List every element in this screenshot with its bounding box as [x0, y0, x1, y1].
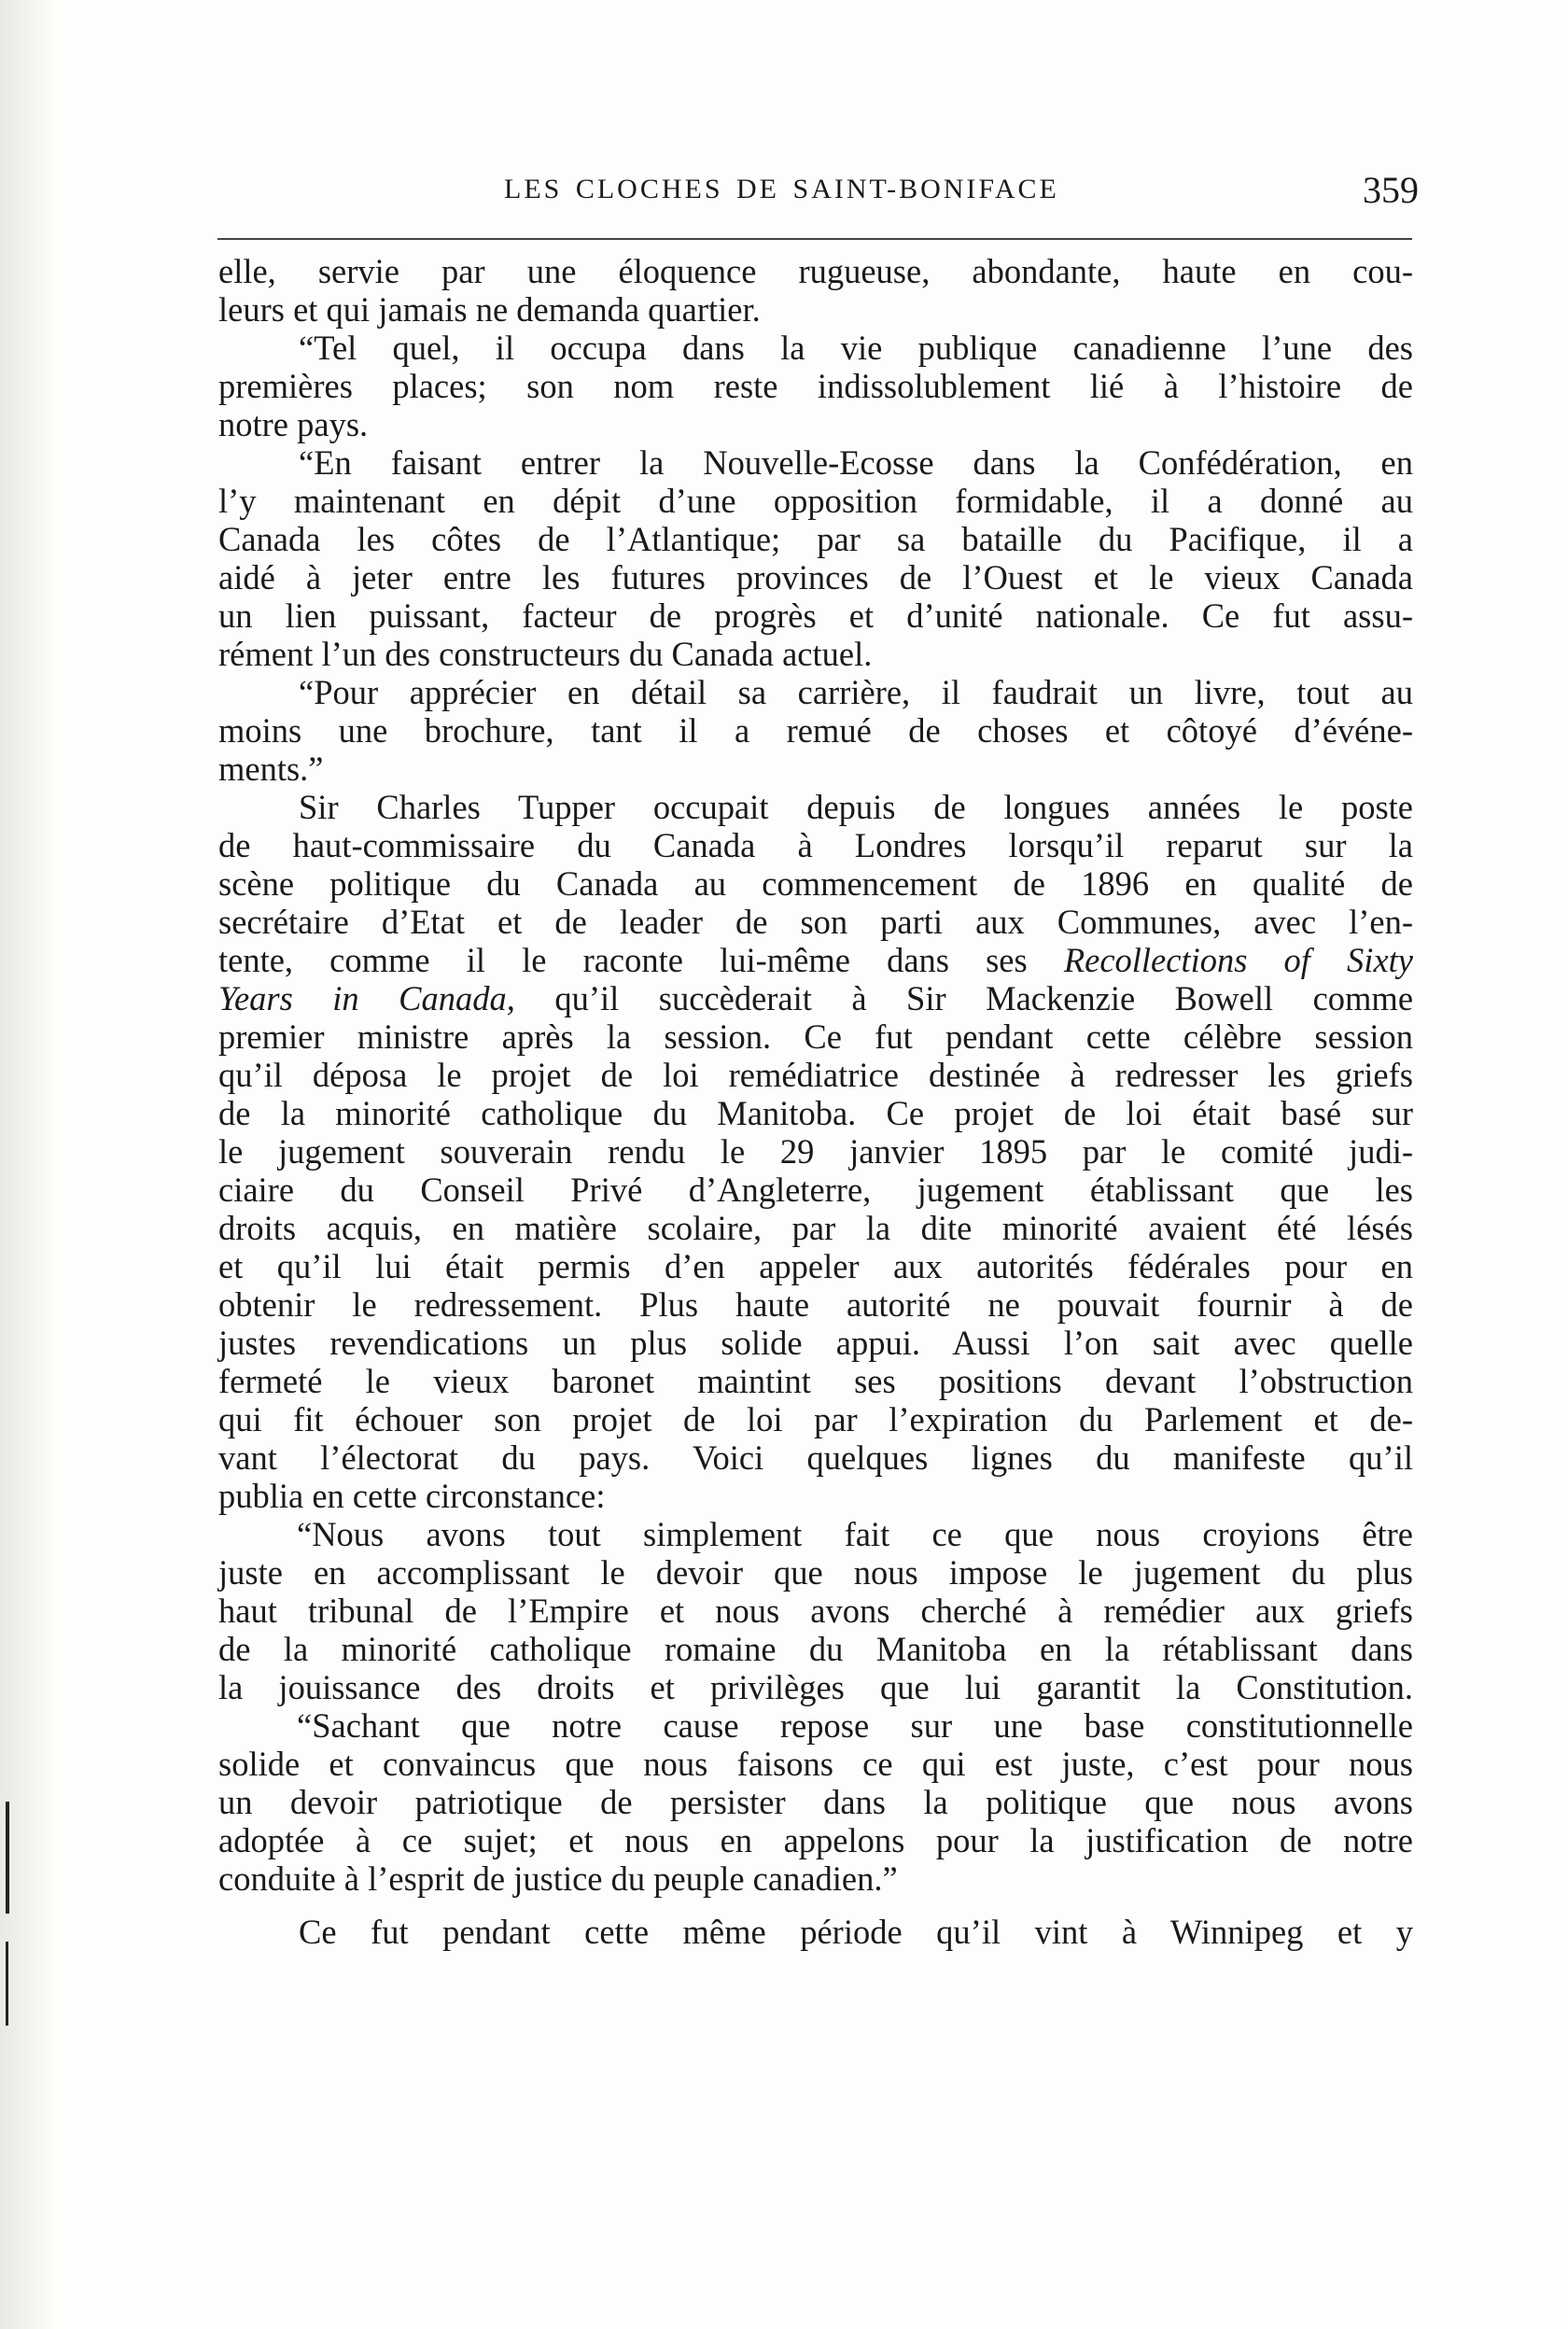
text-line: adoptée à ce sujet; et nous en appelons pour la justification de notre — [218, 1821, 1413, 1859]
text-segment: tente, comme il le raconte lui-même dans ses — [218, 941, 1028, 979]
text-line: “Pour apprécier en détail sa carrière, il faudrait un livre, tout au — [299, 673, 1413, 711]
page-number: 359 — [1363, 169, 1419, 211]
page-gutter-shadow — [0, 0, 56, 2329]
text-line: de la minorité catholique romaine du Manitoba en la rétablissant dans — [218, 1630, 1413, 1668]
text-line: scène politique du Canada au commencement de 1896 en qualité de — [218, 864, 1413, 903]
text-line: solide et convaincus que nous faisons ce qui est juste, c’est pour nous — [218, 1745, 1413, 1783]
page-header — [504, 169, 1419, 220]
header-rule — [217, 238, 1412, 240]
text-line — [218, 941, 1413, 979]
text-line: “Tel quel, il occupa dans la vie publique canadienne l’une des — [299, 329, 1413, 367]
text-line: “Sachant que notre cause repose sur une base constitutionnelle — [297, 1706, 1413, 1745]
text-line: aidé à jeter entre les futures provinces de l’Ouest et le vieux Canada — [218, 558, 1413, 596]
text-line: vant l’électorat du pays. Voici quelques lignes du manifeste qu’il — [218, 1438, 1413, 1477]
text-line: la jouissance des droits et privilèges que lui garantit la Constitution. — [218, 1668, 1413, 1706]
text-line: droits acquis, en matière scolaire, par la dite minorité avaient été lésés — [218, 1209, 1413, 1247]
text-line: qu’il déposa le projet de loi remédiatrice destinée à redresser les griefs — [218, 1056, 1413, 1094]
text-line: de la minorité catholique du Manitoba. Ce projet de loi était basé sur — [218, 1094, 1413, 1132]
text-line: moins une brochure, tant il a remué de choses et côtoyé d’événe- — [218, 711, 1413, 750]
text-line: ments.” — [218, 750, 324, 788]
text-line: juste en accomplissant le devoir que nous impose le jugement du plus — [218, 1553, 1413, 1592]
text-line: “Nous avons tout simplement fait ce que nous croyions être — [297, 1515, 1413, 1553]
text-line: Sir Charles Tupper occupait depuis de longues années le poste — [299, 788, 1413, 826]
text-line: leurs et qui jamais ne demanda quartier. — [218, 290, 761, 329]
text-line: elle, servie par une éloquence rugueuse, abondante, haute en cou- — [218, 252, 1413, 290]
gutter-mark — [6, 1802, 9, 1914]
text-line: de haut-commissaire du Canada à Londres lorsqu’il reparut sur la — [218, 826, 1413, 864]
text-line: un devoir patriotique de persister dans la politique que nous avons — [218, 1783, 1413, 1821]
text-line: premières places; son nom reste indissolublement lié à l’histoire de — [218, 367, 1413, 405]
text-line: premier ministre après la session. Ce fut pendant cette célèbre session — [218, 1017, 1413, 1056]
text-line — [218, 979, 1413, 1017]
text-line: un lien puissant, facteur de progrès et d’unité nationale. Ce fut assu- — [218, 596, 1413, 635]
text-line: publia en cette circonstance: — [218, 1477, 606, 1515]
text-line: conduite à l’esprit de justice du peuple canadien.” — [218, 1859, 898, 1898]
text-line: rément l’un des constructeurs du Canada actuel. — [218, 635, 873, 673]
text-line: secrétaire d’Etat et de leader de son parti aux Communes, avec l’en- — [218, 903, 1413, 941]
book-title-italic: Recollections of Sixty — [1063, 941, 1413, 979]
text-line: “En faisant entrer la Nouvelle-Ecosse dans la Confédération, en — [299, 443, 1413, 482]
text-line: Ce fut pendant cette même période qu’il vint à Winnipeg et y — [299, 1913, 1413, 1951]
text-line: ciaire du Conseil Privé d’Angleterre, jugement établissant que les — [218, 1171, 1413, 1209]
text-line: notre pays. — [218, 405, 369, 443]
text-line: justes revendications un plus solide appui. Aussi l’on sait avec quelle — [218, 1324, 1413, 1362]
text-segment: qu’il succèderait à Sir Mackenzie Bowell comme — [554, 979, 1414, 1017]
text-line: fermeté le vieux baronet maintint ses positions devant l’obstruction — [218, 1362, 1413, 1400]
text-line: haut tribunal de l’Empire et nous avons cherché à remédier aux griefs — [218, 1592, 1413, 1630]
text-line: Canada les côtes de l’Atlantique; par sa bataille du Pacifique, il a — [218, 520, 1413, 558]
text-line: qui fit échouer son projet de loi par l’expiration du Parlement et de- — [218, 1400, 1413, 1438]
running-head: LES CLOCHES DE SAINT-BONIFACE — [504, 174, 1059, 204]
text-line: obtenir le redressement. Plus haute autorité ne pouvait fournir à de — [218, 1285, 1413, 1324]
book-title-italic: Years in Canada, — [218, 979, 515, 1017]
text-line: le jugement souverain rendu le 29 janvier 1895 par le comité judi- — [218, 1132, 1413, 1171]
gutter-mark — [6, 1942, 8, 2026]
body-text — [218, 252, 1413, 1951]
text-line: l’y maintenant en dépit d’une opposition formidable, il a donné au — [218, 482, 1413, 520]
text-line: et qu’il lui était permis d’en appeler aux autorités fédérales pour en — [218, 1247, 1413, 1285]
